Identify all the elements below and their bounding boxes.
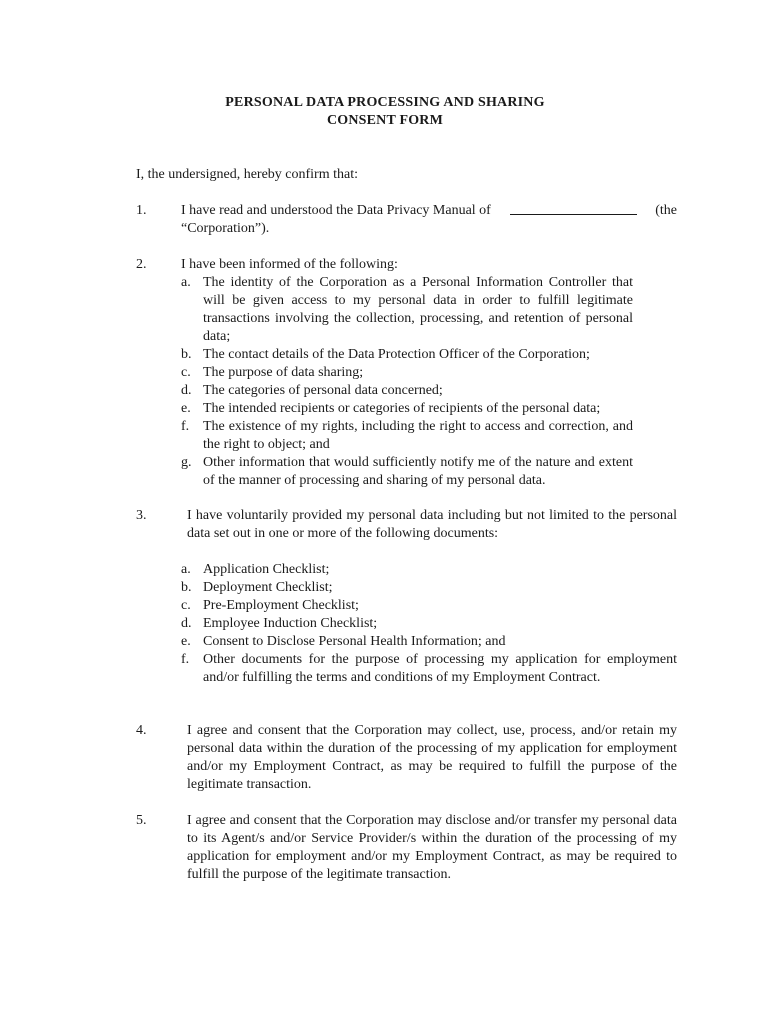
item-text: Consent to Disclose Personal Health Information; and [203,634,506,649]
section-5-text: I agree and consent that the Corporation may disclose and/or transfer my personal data to its Agent/s and/or Service Provider/s within the duration of the processing of my application for employment and/or my Employment Contract, as may be required to fulfill the purpose of the legitimate transaction. [187,813,677,882]
item-letter: b. [181,580,192,595]
section-2-item-b [181,346,633,364]
section-3-item-f [181,651,677,687]
section-2-item-a [181,274,633,346]
section-1-text-after-first: (the [655,203,677,218]
item-letter: g. [181,455,192,470]
item-text: The intended recipients or categories of recipients of the personal data; [203,401,601,416]
item-text: Employee Induction Checklist; [203,616,378,631]
item-text: The identity of the Corporation as a Personal Information Controller that will be given access to my personal data in order to fulfill legitimate transactions involving the collection, processing, and retention of personal data; [203,275,633,344]
item-letter: c. [181,598,191,613]
item-letter: c. [181,365,191,380]
document-title [150,94,620,130]
item-text: The purpose of data sharing; [203,365,364,380]
intro-statement: I, the undersigned, hereby confirm that: [136,167,358,182]
section-2-heading: I have been informed of the following: [181,257,398,272]
item-text: Deployment Checklist; [203,580,333,595]
item-text: The existence of my rights, including the right to access and correction, and the right to object; and [203,419,633,452]
section-3-item-e [181,633,677,651]
section-2-item-c [181,364,633,382]
item-letter: f. [181,419,190,434]
section-2-item-f [181,418,633,454]
item-letter: d. [181,616,192,631]
section-4-number: 4. [136,723,147,738]
title-line-2: CONSENT FORM [326,113,444,128]
section-1-number: 1. [136,203,147,218]
item-text: The categories of personal data concerned; [203,383,443,398]
title-line-1: PERSONAL DATA PROCESSING AND SHARING [225,95,545,110]
section-3-number: 3. [136,508,147,523]
section-4-text: I agree and consent that the Corporation may collect, use, process, and/or retain my personal data within the duration of the processing of my application for employment and/or my Employment Contract, as may be required to fulfill the purpose of the legitimate transaction. [187,723,677,792]
section-1-text [181,202,677,238]
section-3-item-a [181,561,677,579]
item-letter: e. [181,634,191,649]
section-2-item-e [181,400,633,418]
item-letter: b. [181,347,192,362]
item-text: Application Checklist; [203,562,330,577]
section-3-item-b [181,579,677,597]
item-text: Other information that would sufficiently notify me of the nature and extent of the manner of processing and sharing of my personal data. [203,455,633,488]
section-5-number: 5. [136,813,147,828]
corporation-name-blank[interactable] [510,202,637,215]
section-2-item-g [181,454,633,490]
section-1-text-after-second: “Corporation”). [181,221,270,236]
section-1-text-before: I have read and understood the Data Privacy Manual of [181,203,491,218]
item-text: Pre-Employment Checklist; [203,598,359,613]
item-letter: f. [181,652,190,667]
item-letter: a. [181,275,191,290]
item-text: Other documents for the purpose of processing my application for employment and/or fulfilling the terms and conditions of my Employment Contract. [203,652,677,685]
item-letter: d. [181,383,192,398]
section-3-text: I have voluntarily provided my personal data including but not limited to the personal data set out in one or more of the following documents: [187,508,677,541]
section-2-number: 2. [136,257,147,272]
item-text: The contact details of the Data Protection Officer of the Corporation; [203,347,590,362]
section-2-item-d [181,382,633,400]
section-3-item-d [181,615,677,633]
item-letter: a. [181,562,191,577]
item-letter: e. [181,401,191,416]
section-3-item-c [181,597,677,615]
